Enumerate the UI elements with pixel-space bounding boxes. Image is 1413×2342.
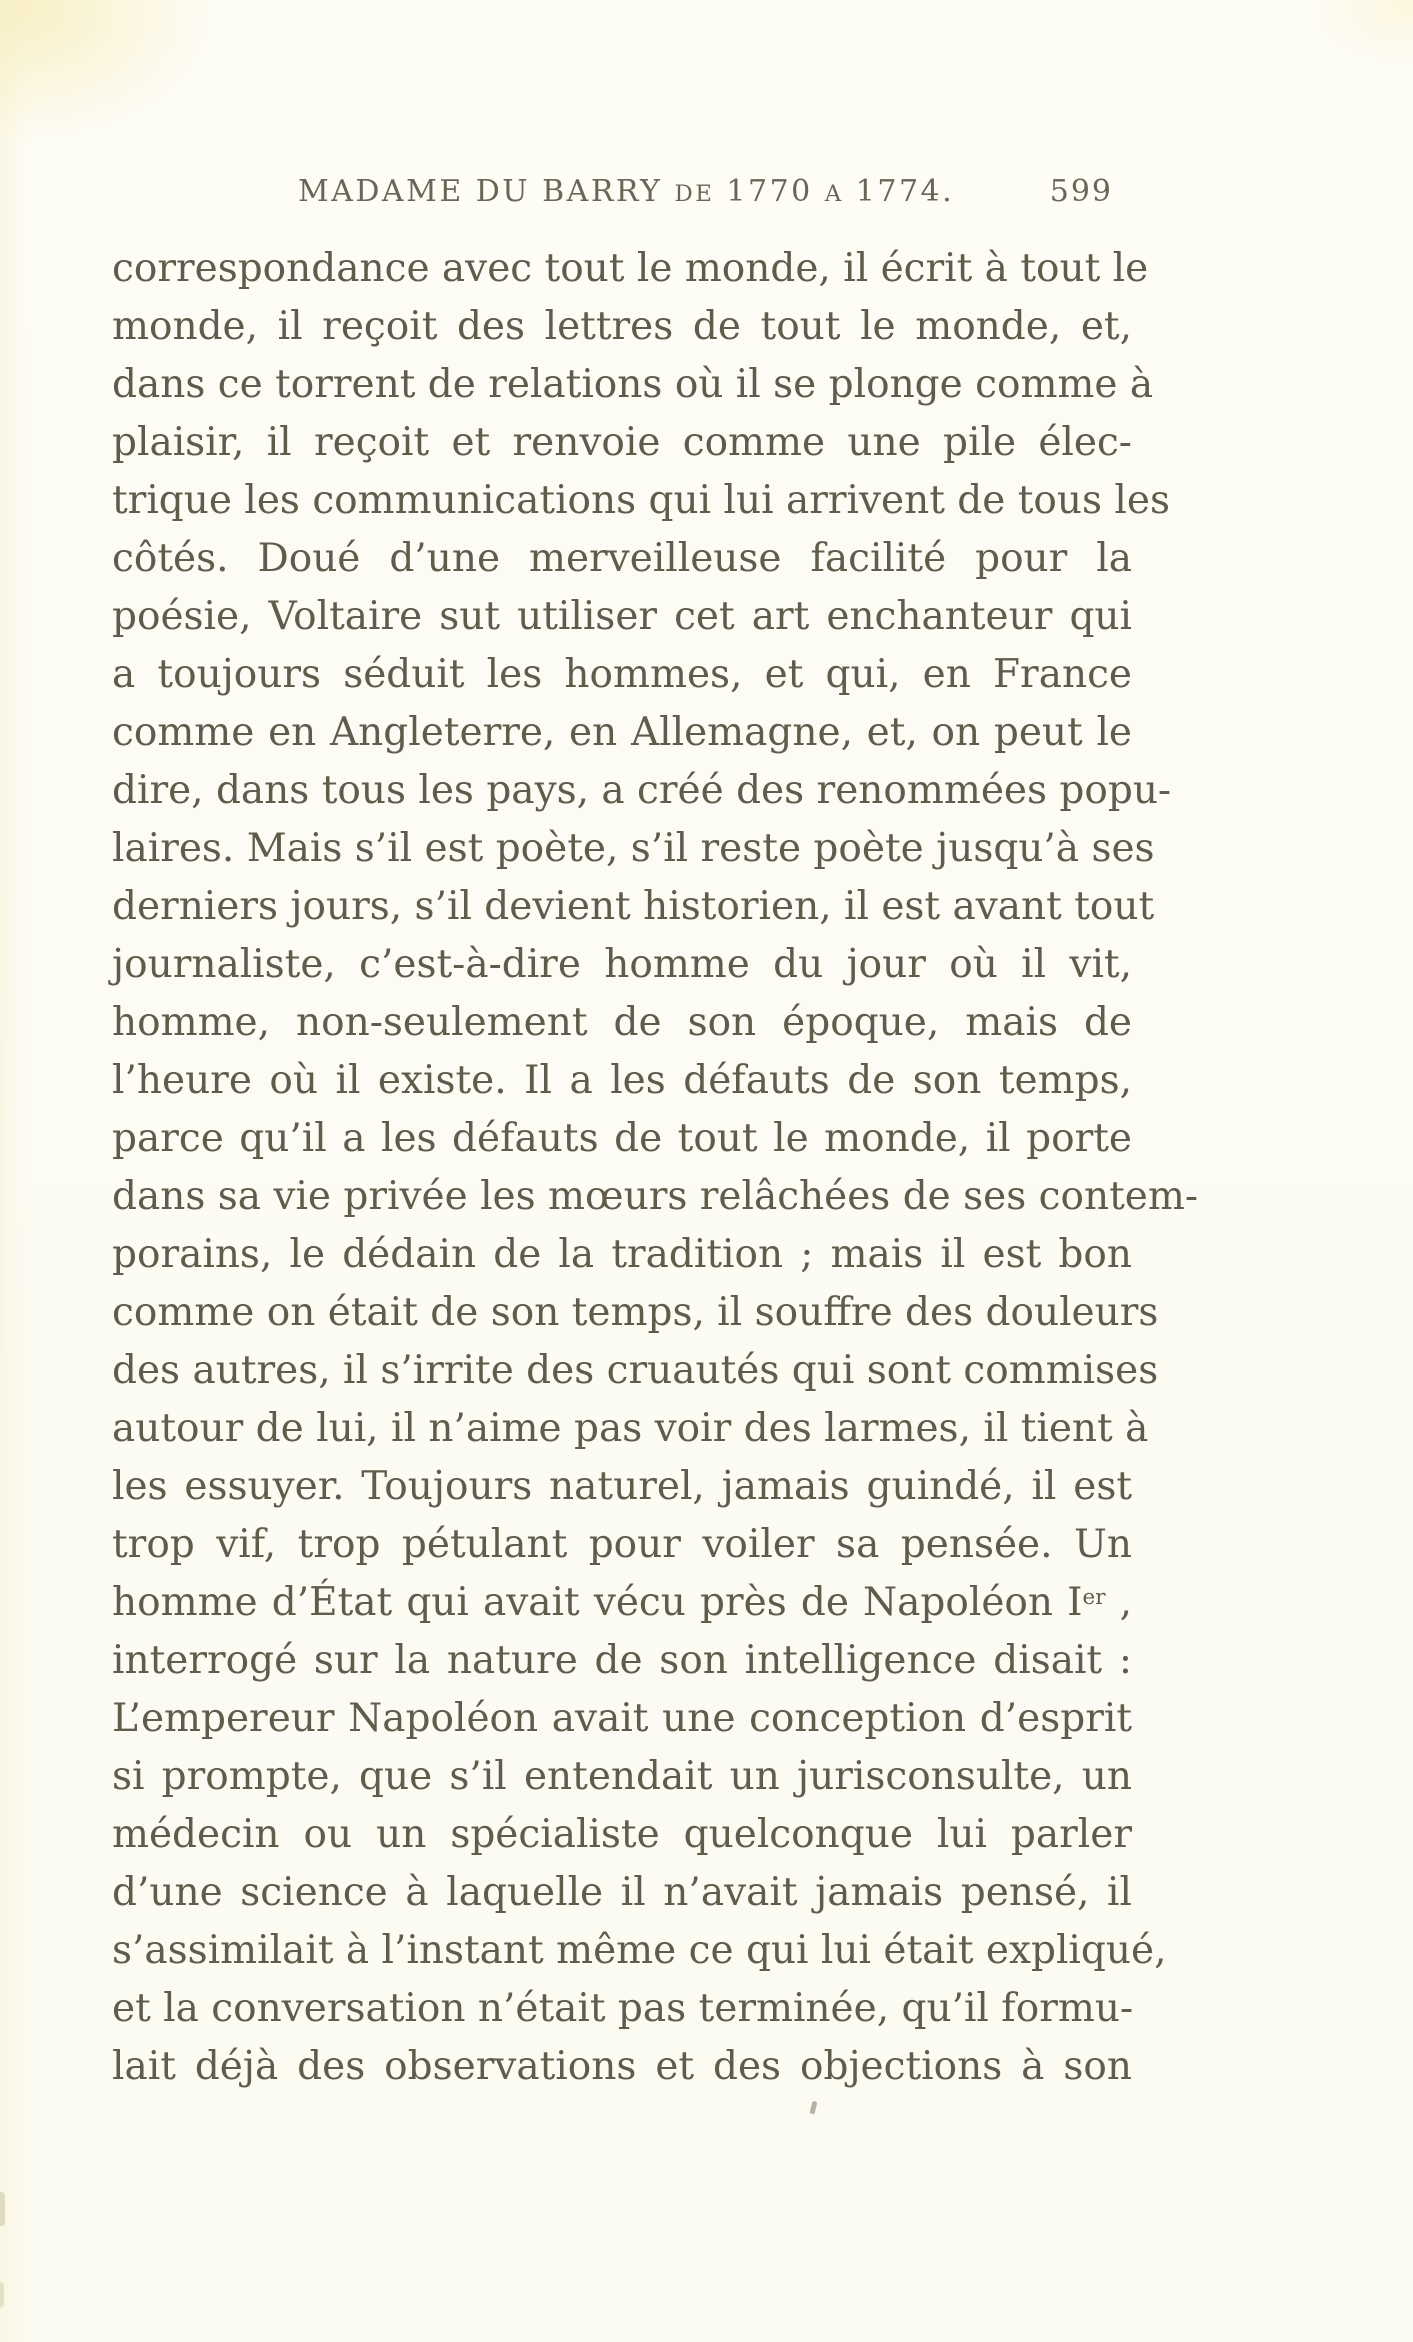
text-line: côtés. Doué d’une merveilleuse facilité pour la [112, 536, 1132, 581]
text-line: comme en Angleterre, en Allemagne, et, on peut le [112, 710, 1132, 755]
scan-edge-mark [0, 2192, 5, 2226]
text-line: trop vif, trop pétulant pour voiler sa pensée. Un [112, 1522, 1132, 1567]
text-line: les essuyer. Toujours naturel, jamais guindé, il est [112, 1464, 1132, 1509]
text-line: médecin ou un spécialiste quelconque lui parler [112, 1812, 1132, 1857]
text-line: dans sa vie privée les mœurs relâchées de ses contem- [112, 1174, 1199, 1219]
text-line: porains, le dédain de la tradition ; mais il est bon [112, 1232, 1132, 1277]
text-line: plaisir, il reçoit et renvoie comme une pile élec- [112, 420, 1132, 465]
text-line: journaliste, c’est-à-dire homme du jour où il vit, [112, 942, 1132, 987]
text-line: des autres, il s’irrite des cruautés qui sont commises [112, 1348, 1159, 1393]
text-line: laires. Mais s’il est poète, s’il reste poète jusqu’à ses [112, 826, 1155, 871]
text-line: dans ce torrent de relations où il se plonge comme à [112, 362, 1154, 407]
header-title-year2: 1774. [843, 174, 955, 209]
body-text-block [112, 240, 1199, 2096]
text-line: lait déjà des observations et des objections à son [112, 2044, 1132, 2089]
text-line: et la conversation n’était pas terminée, qu’il formu- [112, 1986, 1134, 2031]
text-line: dire, dans tous les pays, a créé des renommées popu- [112, 768, 1172, 813]
text-line: trique les communications qui lui arrivent de tous les [112, 478, 1170, 523]
text-line: a toujours séduit les hommes, et qui, en France [112, 652, 1132, 697]
text-line: homme d’État qui avait vécu près de Napoléon Ier , [112, 1580, 1132, 1625]
text-line: comme on était de son temps, il souffre des douleurs [112, 1290, 1159, 1335]
text-line: interrogé sur la nature de son intelligence disait : [112, 1638, 1132, 1683]
text-line: l’heure où il existe. Il a les défauts de son temps, [112, 1058, 1132, 1103]
text-line: parce qu’il a les défauts de tout le monde, il porte [112, 1116, 1132, 1161]
header-title-main: MADAME DU BARRY [298, 174, 675, 209]
scan-edge-mark [0, 2282, 4, 2308]
ink-speck [810, 2101, 818, 2115]
header-title-smallcap-a: A [824, 181, 844, 207]
text-line: si prompte, que s’il entendait un jurisconsulte, un [112, 1754, 1132, 1799]
superscript-ordinal: er [1082, 1585, 1106, 1611]
text-line: monde, il reçoit des lettres de tout le monde, et, [112, 304, 1132, 349]
text-line: s’assimilait à l’instant même ce qui lui était expliqué, [112, 1928, 1167, 1973]
header-title-smallcap-de: DE [674, 181, 715, 207]
text-line: L’empereur Napoléon avait une conception d’esprit [112, 1696, 1132, 1741]
text-line: homme, non-seulement de son époque, mais de [112, 1000, 1132, 1045]
text-line: poésie, Voltaire sut utiliser cet art enchanteur qui [112, 594, 1132, 639]
text-line: d’une science à laquelle il n’avait jamais pensé, il [112, 1870, 1132, 1915]
text-line: derniers jours, s’il devient historien, il est avant tout [112, 884, 1155, 929]
text-line: correspondance avec tout le monde, il écrit à tout le [112, 246, 1149, 291]
page-number: 599 [1049, 174, 1113, 209]
header-title-year1: 1770 [714, 174, 825, 209]
running-header-title [298, 174, 954, 209]
text-line: autour de lui, il n’aime pas voir des larmes, il tient à [112, 1406, 1149, 1451]
